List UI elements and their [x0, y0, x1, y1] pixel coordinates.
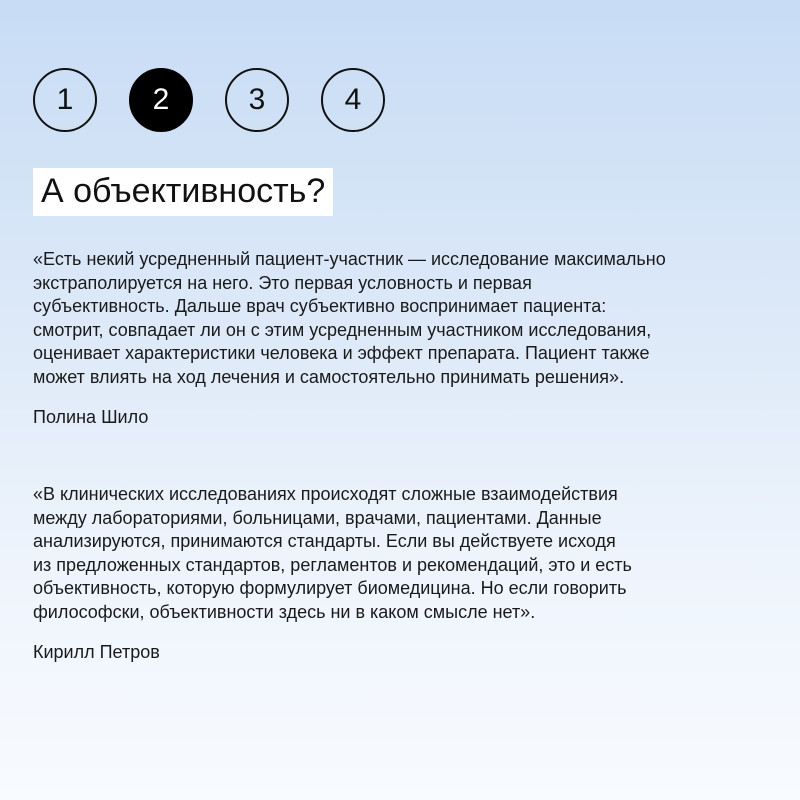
quote-line: «В клинических исследованиях происходят сложные взаимодействия [33, 484, 618, 504]
quote-line: экстраполируется на него. Это первая условность и первая [33, 272, 532, 293]
step-1[interactable] [33, 68, 97, 132]
step-indicator [33, 68, 385, 132]
step-1-label: 1 [56, 83, 74, 116]
page-title: А объективность? [33, 168, 333, 216]
quote-polina [33, 248, 773, 389]
step-3[interactable] [225, 68, 289, 132]
quote-line: смотрит, совпадает ли он с этим усредненным участником исследования, [33, 319, 652, 340]
quote-line: субъективность. Дальше врач субъективно воспринимает пациента: [33, 296, 607, 316]
quote-kirill [33, 483, 773, 624]
quote-author-polina: Полина Шило [33, 407, 149, 427]
quote-line: философски, объективности здесь ни в каком смысле нет». [33, 601, 536, 622]
quote-line: оценивает характеристики человека и эффект препарата. Пациент также [33, 343, 650, 363]
step-2-active[interactable] [129, 68, 193, 132]
quote-line: «Есть некий усредненный пациент-участник — исследование максимально [33, 249, 666, 269]
quote-line: объективность, которую формулирует биомедицина. Но если говорить [33, 578, 627, 598]
step-4[interactable] [321, 68, 385, 132]
quote-line: из предложенных стандартов, регламентов и рекомендаций, это и есть [33, 554, 632, 575]
quote-line: анализируются, принимаются стандарты. Если вы действуете исходя [33, 531, 616, 551]
step-2-label: 2 [152, 83, 170, 116]
step-3-label: 3 [248, 83, 266, 116]
quote-author-kirill: Кирилл Петров [33, 642, 160, 662]
quote-line: может влиять на ход лечения и самостоятельно принимать решения». [33, 366, 625, 387]
step-4-label: 4 [344, 83, 362, 116]
quote-line: между лабораториями, больницами, врачами, пациентами. Данные [33, 507, 602, 528]
